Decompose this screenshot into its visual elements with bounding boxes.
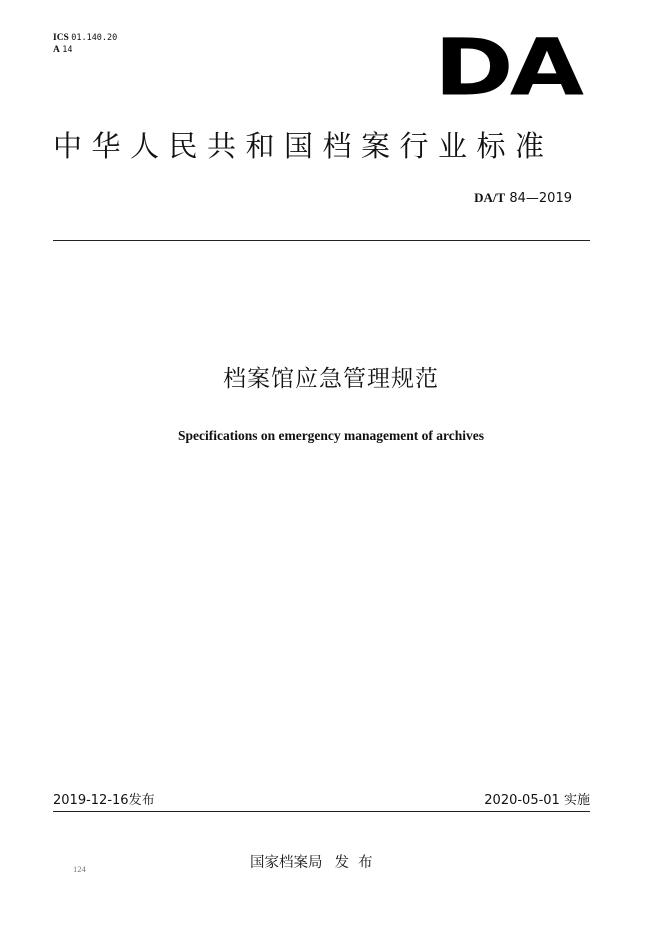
page-number: 124 — [73, 864, 86, 874]
class-code: 14 — [62, 45, 73, 55]
document-title: 档案馆应急管理规范 — [223, 366, 439, 392]
publish-verb: 发布 — [334, 855, 382, 871]
standard-code: 84—2019 — [509, 191, 572, 206]
document-english-title: Specifications on emergency management of archives — [177, 428, 485, 443]
ics-label: ICS — [53, 33, 69, 43]
top-divider — [53, 240, 590, 241]
implementation-date-value: 2020-05-01 — [484, 793, 560, 808]
publisher-name: 国家档案局 — [250, 855, 323, 871]
implementation-date — [484, 793, 590, 809]
standard-number — [474, 190, 572, 207]
class-label: A — [53, 45, 60, 55]
issue-date — [53, 793, 155, 809]
publisher-line — [250, 854, 382, 872]
ics-line — [53, 32, 117, 44]
da-logo: DA — [434, 21, 580, 114]
issue-date-label: 发布 — [128, 793, 155, 808]
implementation-date-label: 实施 — [563, 793, 590, 808]
issue-date-value: 2019-12-16 — [53, 793, 129, 808]
standard-prefix: DA/T — [474, 190, 506, 205]
bottom-divider — [53, 811, 590, 812]
industry-standard-title: 中华人民共和国档案行业标准 — [53, 129, 554, 163]
classification-codes — [53, 32, 117, 56]
ics-code: 01.140.20 — [71, 33, 118, 43]
class-line — [53, 44, 117, 56]
